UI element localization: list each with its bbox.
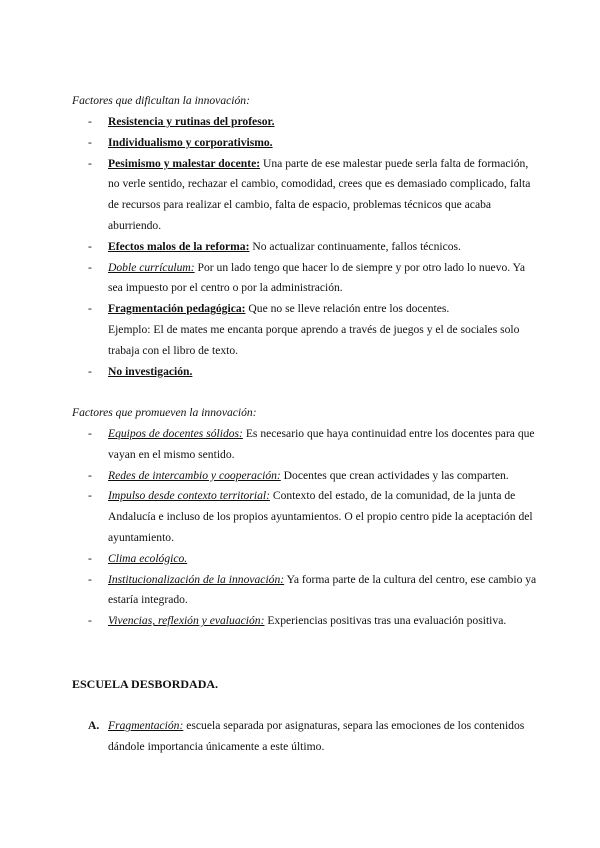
bullet-dash: -: [88, 115, 92, 128]
item-label: Institucionalización de la innovación:: [108, 572, 285, 586]
item-label: Fragmentación pedagógica:: [108, 302, 246, 316]
promoters-list: [88, 424, 538, 632]
bullet-dash: -: [88, 427, 92, 440]
bullet-dash: -: [88, 468, 92, 482]
item-label: Doble currículum:: [108, 260, 195, 274]
list-item: [88, 362, 538, 383]
item-text: Que no se lleve relación entre los docentes.: [245, 302, 450, 316]
bullet-dash: -: [88, 260, 92, 274]
item-text: Ya forma parte de la cultura del centro, ese cambio ya estaría integrado.: [108, 572, 537, 607]
item-text: escuela separada por asignaturas, separa las emociones de los contenidos dándole importancia únicamente a este último.: [108, 719, 525, 753]
bullet-dash: -: [88, 614, 92, 628]
list-item: [88, 611, 538, 632]
bullet-dash: -: [88, 156, 92, 170]
section-heading-promoters: Factores que promueven la innovación:: [72, 406, 257, 419]
item-label: Redes de intercambio y cooperación:: [108, 468, 281, 482]
list-item: [88, 466, 538, 487]
item-label: Individualismo y corporativismo.: [108, 135, 273, 149]
bullet-dash: -: [88, 551, 92, 565]
list-item: [88, 424, 538, 466]
list-item: [88, 299, 538, 361]
ordered-list: [88, 716, 528, 758]
bullet-dash: -: [88, 302, 92, 316]
item-label: Impulso desde contexto territorial:: [108, 489, 270, 503]
item-label: Equipos de docentes sólidos:: [108, 427, 243, 440]
list-item: [88, 154, 538, 237]
list-item: [88, 258, 538, 300]
list-item: [88, 133, 538, 154]
item-text: Por un lado tengo que hacer lo de siempre y por otro lado lo nuevo. Ya sea impuesto por el centro o por la administración.: [108, 260, 525, 295]
item-label: Resistencia y rutinas del profesor.: [108, 115, 275, 128]
item-label: No investigación.: [108, 364, 193, 378]
item-label: Efectos malos de la reforma:: [108, 239, 250, 253]
bullet-dash: -: [88, 239, 92, 253]
list-item: [88, 112, 538, 133]
item-text: No actualizar continuamente, fallos técnicos.: [249, 239, 461, 253]
list-item: [88, 237, 538, 258]
bullet-dash: -: [88, 135, 92, 149]
item-label: Pesimismo y malestar docente:: [108, 156, 261, 170]
bullet-dash: -: [88, 489, 92, 503]
item-label: Clima ecológico.: [108, 551, 188, 565]
list-item: [88, 486, 538, 548]
obstacles-list: [88, 112, 538, 382]
list-item: [88, 549, 538, 570]
item-text: Contexto del estado, de la comunidad, de la junta de Andalucía e incluso de los propios ayuntamientos. O el propio centro pide la aceptación del ayuntamiento.: [108, 489, 533, 544]
item-text: Experiencias positivas tras una evaluación positiva.: [264, 614, 507, 628]
list-marker: A.: [88, 719, 100, 732]
item-example: Ejemplo: El de mates me encanta porque aprendo a través de juegos y el de sociales solo trabaja con el libro de texto.: [108, 322, 520, 357]
bullet-dash: -: [88, 364, 92, 378]
item-text: Es necesario que haya continuidad entre los docentes para que vayan en el mismo sentido.: [108, 427, 535, 461]
item-label: Vivencias, reflexión y evaluación:: [108, 614, 265, 628]
bullet-dash: -: [88, 572, 92, 586]
item-text: Docentes que crean actividades y las comparten.: [280, 468, 509, 482]
section-heading-obstacles: Factores que dificultan la innovación:: [72, 94, 250, 107]
item-label: Fragmentación:: [108, 719, 184, 732]
section-title-escuela: ESCUELA DESBORDADA.: [72, 677, 219, 691]
item-text: Una parte de ese malestar puede serla falta de formación, no verle sentido, rechazar el cambio, comodidad, crees que es demasiado complicado, falta de recursos para realizar el cambio, falta de espacio, problemas técnicos que acaba aburriendo.: [108, 156, 531, 232]
list-item: [88, 570, 538, 612]
list-item: [88, 716, 528, 758]
